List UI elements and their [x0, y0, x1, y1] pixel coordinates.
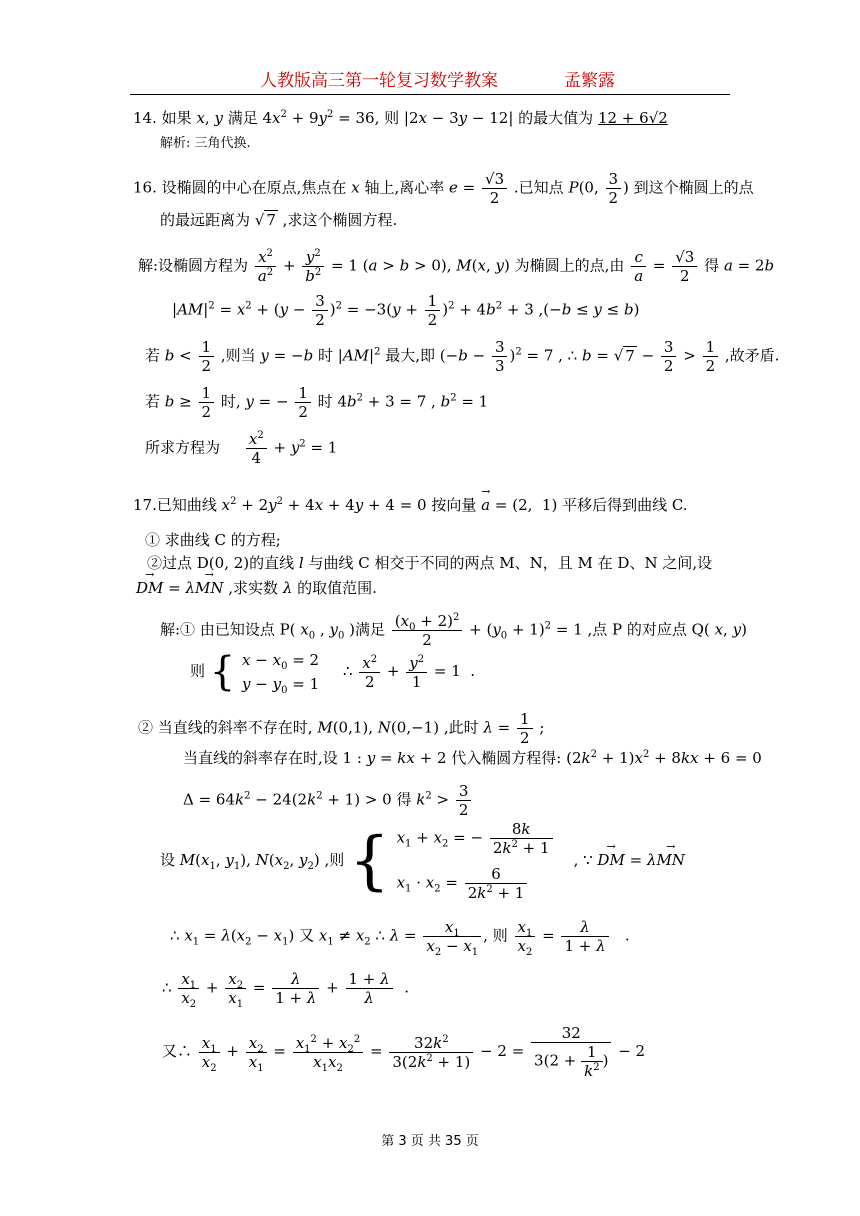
page-footer: 第 3 页 共 35 页 — [381, 1134, 479, 1149]
header-title: 人教版高三第一轮复习数学教案 — [260, 71, 498, 91]
solution-17-step1: 解:① 由已知设点 P( $x_0$ , $y_0$ )满足 $\frac{(x_0 + 2)^2}{2}$ + $(y_0 + 1)^2 = 1$ ,点 P 的对应点 Q( x, y) — [160, 612, 747, 649]
problem-17-q1: ① 求曲线 C 的方程; — [145, 531, 281, 549]
header-author: 孟繁露 — [564, 71, 615, 91]
problem-14: 14. 如果 x, y 满足 $4x^2 + 9y^2 = 36$, 则 |2x − 3y − 12| 的最大值为 12 + 6√2 — [133, 109, 668, 127]
problem-16: 16. 设椭圆的中心在原点,焦点在 x 轴上,离心率 e = $\frac{√3}{2}$ .已知点 P(0, $\frac{3}{2}$ ) 到这个椭圆上的点 — [133, 170, 754, 207]
solution-16-line2: $|AM|^2 = x^2 + (y$ − $\frac{3}{2}$ )$^2$ = −3(y + $\frac{1}{2}$ )$^2 + 4b^2 + 3$ ,(−b ≤ y ≤ b) — [172, 292, 640, 329]
solution-16-case1: 若 b < $\frac{1}{2}$ ,则当 y = −b 时 $|AM|^2$ 最大,即 (−b − $\frac{3}{3}$ )$^2$ = 7 , ∴ b = √ 7 − $\frac{3}{2}$ > $\frac{1}{2}$ ,故矛盾. — [145, 338, 780, 375]
page-header — [130, 62, 730, 95]
solution-16-line1: 解:设椭圆方程为 $\frac{x^2}{a^2}$ + $\frac{y^2}{b^2}$ = 1 (a > b > 0), M(x, y) 为椭圆上的点,由 $\frac{c}{a}$ = $\frac{√3}{2}$ 得 a = 2b — [138, 248, 775, 285]
solution-16-result: 所求方程为 $\frac{x^2}{4}$ + $y^2 = 1$ — [145, 430, 338, 467]
solution-17-step6: ∴ $x_1 = \lambda(x_2 - x_1)$ 又 $x_1 \ne x_2$ ∴ λ = $\frac{x_1}{x_2 - x_1}$ , 则 $\frac{x_1}{x_2}$ = $\frac{\lambda}{1 + \lambda}$ . — [170, 918, 630, 958]
problem-17: 17.已知曲线 $x^2 + 2y^2 + 4x + 4y + 4 = 0$ 按向量 → a = (2, 1) 平移后得到曲线 C. — [133, 495, 688, 515]
solution-17-step7: ∴ $\frac{x_1}{x_2}$ + $\frac{x_2}{x_1}$ = $\frac{\lambda}{1 + \lambda}$ + $\frac{1 + \lambda}{\lambda}$ . — [162, 970, 409, 1010]
analysis-14: 解析: 三角代换. — [160, 136, 251, 151]
answer-14: 12 + 6√2 — [597, 109, 668, 127]
problem-17-q2-line2: → DM = λ→ MN ,求实数 λ 的取值范围. — [136, 578, 377, 598]
solution-17-step4: $\Delta = 64k^2 - 24(2k^2 + 1) > 0$ 得 $k^2$ > $\frac{3}{2}$ — [183, 782, 473, 819]
solution-16-case2: 若 b ≥ $\frac{1}{2}$ 时, y = − $\frac{1}{2}$ 时 $4b^2 + 3 = 7$ , $b^2 = 1$ — [145, 384, 489, 421]
problem-16-line2: 的最远距离为 √ 7 ,求这个椭圆方程. — [160, 211, 398, 229]
solution-17-step3: 当直线的斜率存在时,设 1 : y = kx + 2 代入椭圆方程得: $(2k^2 + 1)x^2 + 8kx + 6 = 0$ — [183, 749, 762, 767]
solution-17-step8: 又∴ $\frac{x_1}{x_2}$ + $\frac{x_2}{x_1}$ = $\frac{x_1^2 + x_2^2}{x_1x_2}$ = $\frac{32k^2}{3(2k^2 + 1)}$ − 2 = 32 3(2 + $\frac{1}{k^2}$ ) − 2 — [162, 1024, 646, 1080]
solution-17-system: 则 { $x - x_0 = 2$ $y - y_0 = 1$ ∴ $\frac{x^2}{2}$ + $\frac{y^2}{1}$ = 1 . — [190, 649, 476, 696]
problem-17-q2: ②过点 D(0, 2)的直线 l 与曲线 C 相交于不同的两点 M、N，且 M 在 D、N 之间,设 — [147, 554, 713, 572]
solution-17-step5: 设 $M(x_1$, $y_1$), $N(x_2$, $y_2$) ,则 { $x_1 + x_2$ = − $\frac{8k}{2k^2 + 1}$ $x_1 \cdot x_2$ = $\frac{6}{2k^2 + 1}$ , ∵ → DM = λ→ MN — [160, 820, 685, 902]
solution-17-step2: ② 当直线的斜率不存在时, M(0,1), N(0,−1) ,此时 λ = $\frac{1}{2}$ ; — [138, 710, 545, 747]
